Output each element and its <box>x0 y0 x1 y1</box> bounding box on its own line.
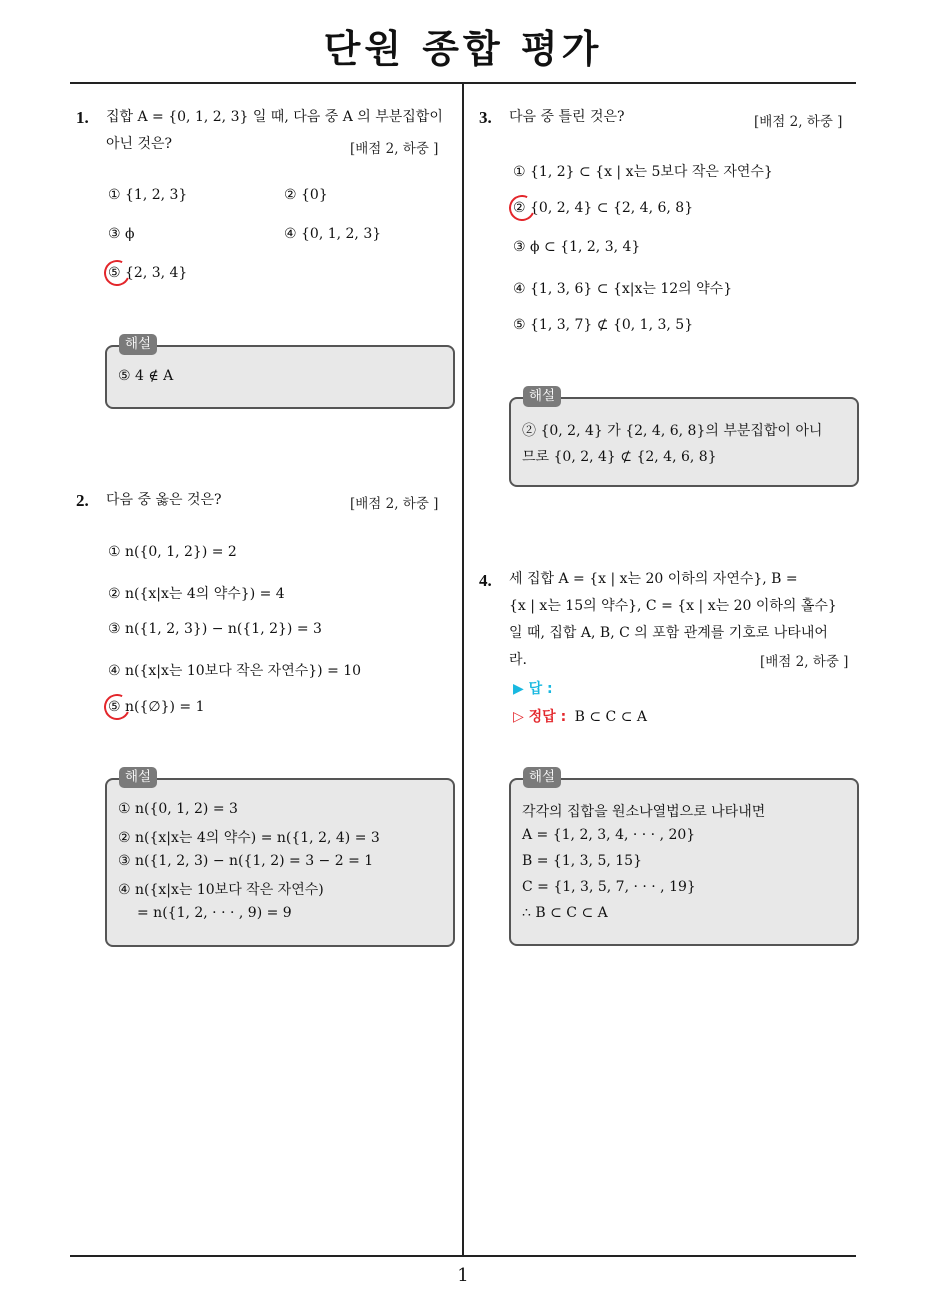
question-3-number: 3. <box>479 108 492 127</box>
q1-explanation-line: ⑤ 4 ∉ A <box>118 368 174 384</box>
q1-choice-3[interactable]: ③ ϕ <box>108 226 135 242</box>
question-4-line: {x | x는 15의 약수}, C = {x | x는 20 이하의 홀수} <box>509 598 837 614</box>
q3-choice-2[interactable]: ② {0, 2, 4} ⊂ {2, 4, 6, 8} <box>513 200 694 216</box>
q2-explanation-line: ① n({0, 1, 2) = 3 <box>118 801 238 817</box>
q1-choice-4[interactable]: ④ {0, 1, 2, 3} <box>284 226 382 242</box>
q2-explanation-line: = n({1, 2, · · · , 9) = 9 <box>137 905 292 921</box>
q3-explanation-line: 므로 {0, 2, 4} ⊄ {2, 4, 6, 8} <box>522 449 717 465</box>
question-3-score: [배점 2, 하중 ] <box>754 114 843 130</box>
question-4-score: [배점 2, 하중 ] <box>760 654 849 670</box>
question-2-score: [배점 2, 하중 ] <box>350 496 439 512</box>
question-2-text: 다음 중 옳은 것은? <box>106 492 222 508</box>
answer-mark-icon <box>100 690 133 723</box>
q2-explanation-line: ④ n({x|x는 10보다 작은 자연수) <box>118 882 324 898</box>
q4-explanation-line: A = {1, 2, 3, 4, · · · , 20} <box>522 827 696 843</box>
q3-explanation-line: ② {0, 2, 4} 가 {2, 4, 6, 8}의 부분집합이 아니 <box>522 423 823 439</box>
question-4-number: 4. <box>479 571 492 590</box>
question-1-line: 아닌 것은? <box>106 136 173 152</box>
q2-explanation-line: ② n({x|x는 4의 약수) = n({1, 2, 4) = 3 <box>118 830 380 846</box>
correct-answer-label: ▷ 정답 : <box>513 709 567 725</box>
q2-choice-2[interactable]: ② n({x|x는 4의 약수}) = 4 <box>108 586 285 602</box>
q4-explanation-line: 각각의 집합을 원소나열법으로 나타내면 <box>522 804 766 820</box>
answer-mark-icon <box>505 191 538 224</box>
q3-choice-5[interactable]: ⑤ {1, 3, 7} ⊄ {0, 1, 3, 5} <box>513 317 694 333</box>
question-1-line: 집합 A = {0, 1, 2, 3} 일 때, 다음 중 A 의 부분집합이 <box>106 109 443 125</box>
q1-explanation-tag: 해설 <box>119 334 157 355</box>
q4-explanation-line: C = {1, 3, 5, 7, · · · , 19} <box>522 879 696 895</box>
q2-choice-3[interactable]: ③ n({1, 2, 3}) − n({1, 2}) = 3 <box>108 621 322 637</box>
answer-input-label[interactable]: ▶ 답 : <box>513 681 553 697</box>
page-title: 단원 종합 평가 <box>323 27 603 71</box>
q1-choice-2[interactable]: ② {0} <box>284 187 328 203</box>
page-number: 1 <box>457 1265 469 1286</box>
q2-explanation-tag: 해설 <box>119 767 157 788</box>
q3-explanation-tag: 해설 <box>523 386 561 407</box>
footer-rule <box>70 1255 856 1257</box>
question-1-score: [배점 2, 하중 ] <box>350 141 439 157</box>
q4-explanation-line: ∴ B ⊂ C ⊂ A <box>522 905 608 921</box>
question-3-text: 다음 중 틀린 것은? <box>509 109 625 125</box>
q2-choice-4[interactable]: ④ n({x|x는 10보다 작은 자연수}) = 10 <box>108 663 362 679</box>
question-1-number: 1. <box>76 108 89 127</box>
question-4-line: 라. <box>509 652 527 668</box>
column-divider <box>462 82 464 1257</box>
question-4-line: 세 집합 A = {x | x는 20 이하의 자연수}, B = <box>509 571 798 587</box>
q3-choice-1[interactable]: ① {1, 2} ⊂ {x | x는 5보다 작은 자연수} <box>513 164 773 180</box>
q4-explanation-line: B = {1, 3, 5, 15} <box>522 853 642 869</box>
question-2-number: 2. <box>76 491 89 510</box>
q1-choice-5[interactable]: ⑤ {2, 3, 4} <box>108 265 188 281</box>
q1-choice-1[interactable]: ① {1, 2, 3} <box>108 187 188 203</box>
correct-answer-value: B ⊂ C ⊂ A <box>574 709 647 725</box>
answer-mark-icon <box>100 256 133 289</box>
q4-explanation-tag: 해설 <box>523 767 561 788</box>
q2-choice-5[interactable]: ⑤ n({∅}) = 1 <box>108 699 205 715</box>
question-4-line: 일 때, 집합 A, B, C 의 포함 관계를 기호로 나타내어 <box>509 625 828 641</box>
q2-explanation-line: ③ n({1, 2, 3) − n({1, 2) = 3 − 2 = 1 <box>118 853 374 869</box>
correct-answer <box>513 706 647 726</box>
q3-explanation-box <box>509 397 859 487</box>
q3-choice-3[interactable]: ③ ϕ ⊂ {1, 2, 3, 4} <box>513 239 641 255</box>
q3-choice-4[interactable]: ④ {1, 3, 6} ⊂ {x|x는 12의 약수} <box>513 281 733 297</box>
q2-choice-1[interactable]: ① n({0, 1, 2}) = 2 <box>108 544 237 560</box>
